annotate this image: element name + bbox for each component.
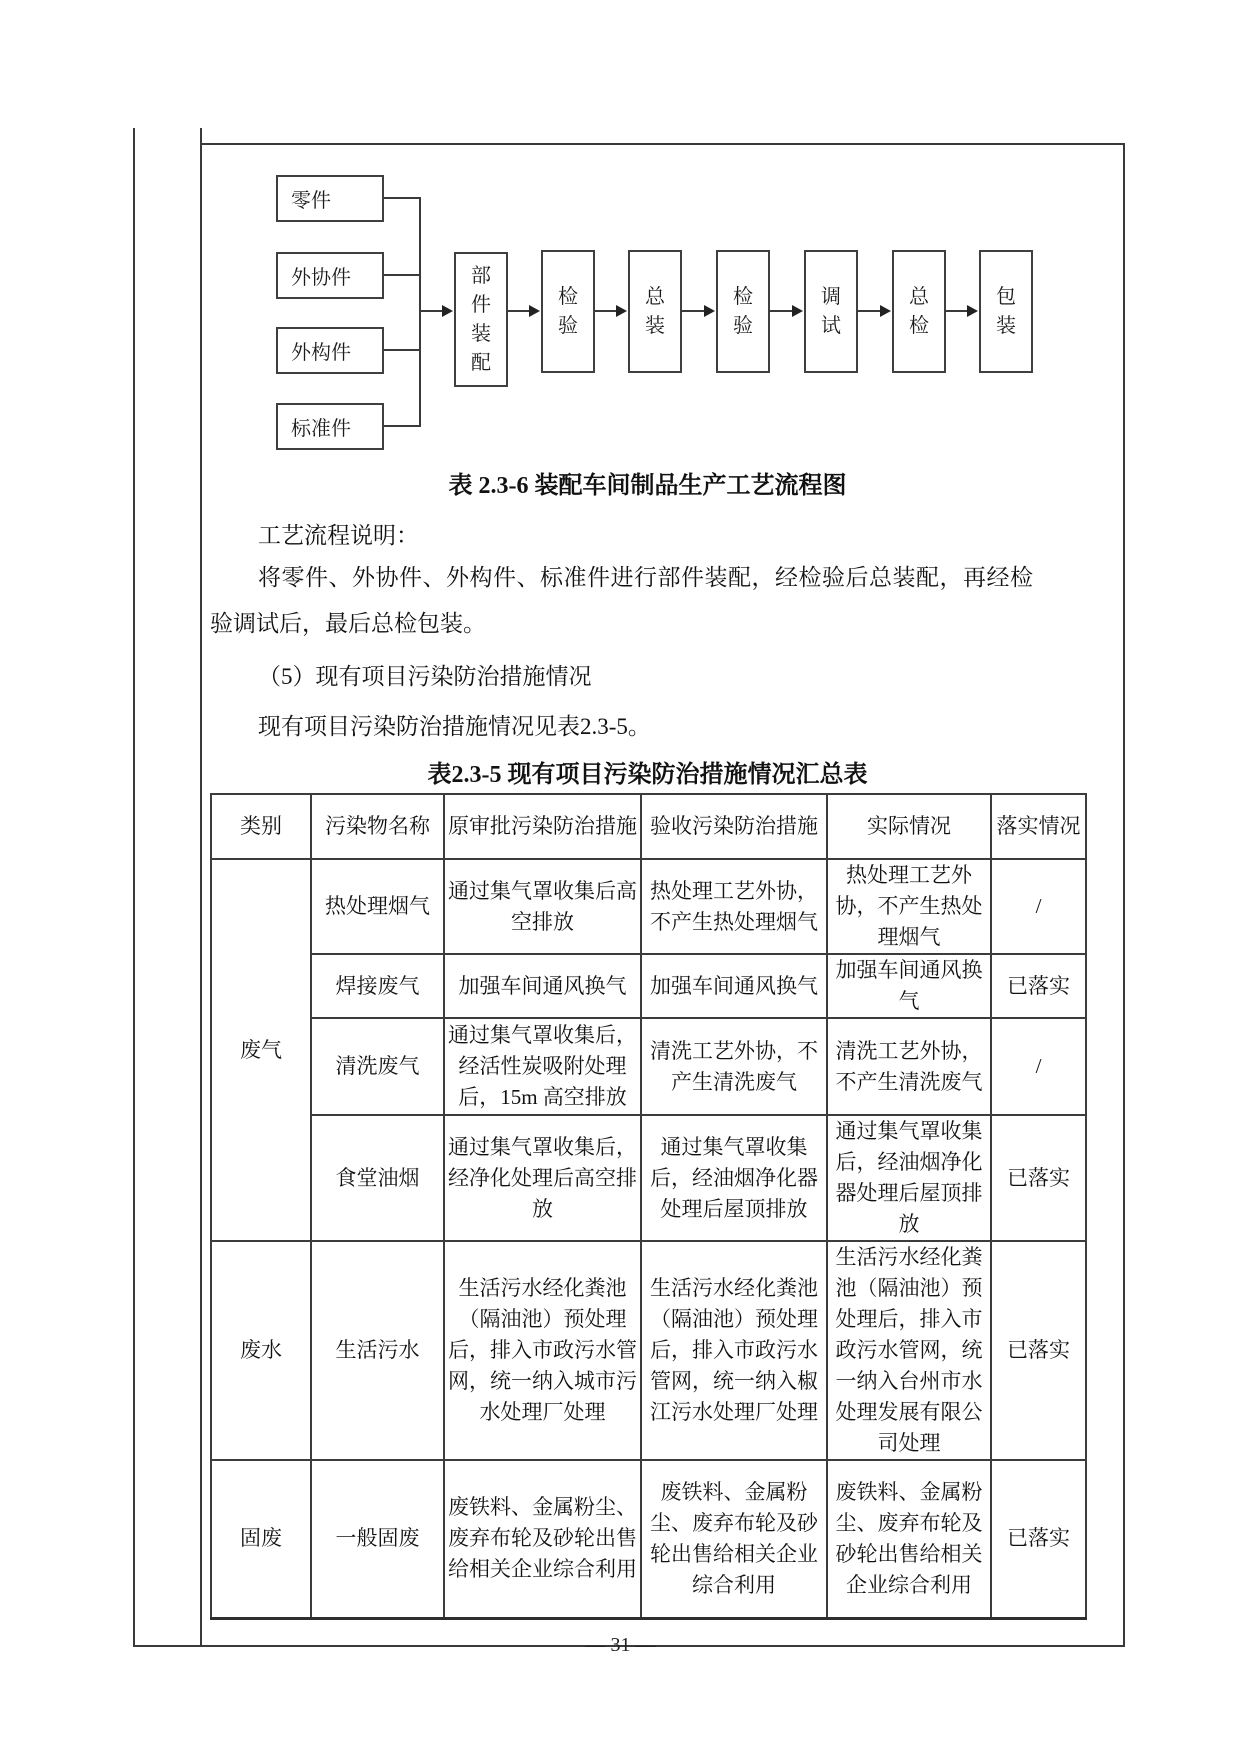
flow-connector xyxy=(384,197,419,199)
flow-arrow-line xyxy=(595,310,617,312)
flow-step-box-debug xyxy=(804,250,858,373)
cell-approved: 通过集气罩收集后高空排放 xyxy=(444,859,641,954)
cell-pollutant: 一般固废 xyxy=(311,1460,444,1618)
paragraph-process-note: 工艺流程说明： xyxy=(258,523,419,548)
frame-line-top xyxy=(200,143,1125,145)
cell-pollutant: 食堂油烟 xyxy=(311,1115,444,1241)
header-pollutant: 污染物名称 xyxy=(311,794,444,859)
flow-arrowhead xyxy=(442,305,453,317)
cell-status: 已落实 xyxy=(991,954,1086,1018)
flow-step-label: 检验 xyxy=(733,285,753,337)
flow-input-label: 标准件 xyxy=(291,418,351,440)
cell-category-waste-gas: 废气 xyxy=(211,859,311,1241)
flow-bus-line xyxy=(419,197,421,427)
flow-input-box-external xyxy=(276,327,384,374)
paragraph-process-line1: 将零件、外协件、外构件、标准件进行部件装配，经检验后总装配，再经检 xyxy=(258,565,1034,590)
table-row xyxy=(211,954,1086,1018)
pollution-table-caption: 表2.3-5 现有项目污染防治措施情况汇总表 xyxy=(427,762,868,788)
flow-input-label: 零件 xyxy=(291,190,331,212)
cell-accepted: 加强车间通风换气 xyxy=(641,954,827,1018)
flow-step-box-final-assembly xyxy=(628,250,682,373)
flow-step-label: 包装 xyxy=(996,285,1016,337)
flowchart-caption: 表 2.3-6 装配车间制品生产工艺流程图 xyxy=(448,473,847,499)
flow-arrow-line xyxy=(770,310,793,312)
table-row xyxy=(211,1115,1086,1241)
flow-arrowhead xyxy=(616,305,627,317)
header-approved-measures: 原审批污染防治措施 xyxy=(444,794,641,859)
header-accepted-measures: 验收污染防治措施 xyxy=(641,794,827,859)
cell-approved: 通过集气罩收集后，经活性炭吸附处理后，15m 高空排放 xyxy=(444,1018,641,1115)
cell-category-solid-waste: 固废 xyxy=(211,1460,311,1618)
paragraph-table-ref: 现有项目污染防治措施情况见表2.3-5。 xyxy=(258,714,651,739)
flow-input-box-parts xyxy=(276,175,384,222)
table-header-row xyxy=(211,794,1086,859)
flow-step-box-inspect2 xyxy=(716,250,770,373)
flow-arrowhead xyxy=(792,305,803,317)
flow-input-box-outsourced xyxy=(276,252,384,299)
table-row xyxy=(211,1460,1086,1618)
flow-arrow-line xyxy=(419,310,443,312)
flow-input-box-standard xyxy=(276,403,384,450)
flow-connector xyxy=(384,349,419,351)
cell-approved: 废铁料、金属粉尘、废弃布轮及砂轮出售给相关企业综合利用 xyxy=(444,1460,641,1618)
cell-pollutant: 热处理烟气 xyxy=(311,859,444,954)
cell-actual: 加强车间通风换气 xyxy=(827,954,991,1018)
frame-line-right xyxy=(1123,143,1125,1647)
flow-connector xyxy=(384,274,419,276)
flow-input-label: 外协件 xyxy=(291,267,351,289)
flow-step-label: 总装 xyxy=(645,285,665,337)
flow-arrow-line xyxy=(946,310,968,312)
flow-step-box-assembly xyxy=(454,252,508,387)
flow-step-label: 检验 xyxy=(558,285,578,337)
cell-approved: 通过集气罩收集后，经净化处理后高空排放 xyxy=(444,1115,641,1241)
table-row xyxy=(211,1241,1086,1460)
cell-actual: 生活污水经化粪池（隔油池）预处理后，排入市政污水管网，统一纳入台州市水处理发展有限公司处理 xyxy=(827,1241,991,1460)
cell-accepted: 废铁料、金属粉尘、废弃布轮及砂轮出售给相关企业综合利用 xyxy=(641,1460,827,1618)
cell-status: / xyxy=(991,859,1086,954)
cell-actual: 废铁料、金属粉尘、废弃布轮及砂轮出售给相关企业综合利用 xyxy=(827,1460,991,1618)
paragraph-section-5: （5）现有项目污染防治措施情况 xyxy=(258,664,592,689)
pollution-table xyxy=(210,793,1087,1620)
flow-step-box-final-check xyxy=(892,250,946,373)
header-actual-situation: 实际情况 xyxy=(827,794,991,859)
cell-status: / xyxy=(991,1018,1086,1115)
table-row xyxy=(211,859,1086,954)
cell-pollutant: 生活污水 xyxy=(311,1241,444,1460)
cell-accepted: 生活污水经化粪池（隔油池）预处理后，排入市政污水管网，统一纳入椒江污水处理厂处理 xyxy=(641,1241,827,1460)
flow-step-label: 调试 xyxy=(821,285,841,337)
flow-step-label: 总检 xyxy=(909,285,929,337)
cell-accepted: 热处理工艺外协，不产生热处理烟气 xyxy=(641,859,827,954)
flow-arrowhead xyxy=(967,305,978,317)
flow-input-label: 外构件 xyxy=(291,342,351,364)
frame-line-inner-left xyxy=(200,128,202,1647)
flow-step-box-packing xyxy=(979,250,1033,373)
cell-actual: 清洗工艺外协，不产生清洗废气 xyxy=(827,1018,991,1115)
flow-step-label: 部件装配 xyxy=(471,264,491,374)
flow-connector xyxy=(384,425,419,427)
header-implementation: 落实情况 xyxy=(991,794,1086,859)
cell-accepted: 清洗工艺外协，不产生清洗废气 xyxy=(641,1018,827,1115)
flow-arrow-line xyxy=(858,310,881,312)
cell-pollutant: 清洗废气 xyxy=(311,1018,444,1115)
flow-arrowhead xyxy=(704,305,715,317)
cell-category-waste-water: 废水 xyxy=(211,1241,311,1460)
table-row xyxy=(211,1018,1086,1115)
header-category: 类别 xyxy=(211,794,311,859)
cell-actual: 通过集气罩收集后，经油烟净化器处理后屋顶排放 xyxy=(827,1115,991,1241)
cell-approved: 生活污水经化粪池（隔油池）预处理后，排入市政污水管网，统一纳入城市污水处理厂处理 xyxy=(444,1241,641,1460)
flow-arrowhead xyxy=(880,305,891,317)
cell-approved: 加强车间通风换气 xyxy=(444,954,641,1018)
cell-status: 已落实 xyxy=(991,1115,1086,1241)
cell-accepted: 通过集气罩收集后，经油烟净化器处理后屋顶排放 xyxy=(641,1115,827,1241)
cell-status: 已落实 xyxy=(991,1460,1086,1618)
frame-line-outer-left xyxy=(133,128,135,1647)
page-number: — 31 — xyxy=(585,1634,656,1656)
flow-arrowhead xyxy=(529,305,540,317)
flow-step-box-inspect1 xyxy=(541,250,595,373)
paragraph-process-line2: 验调试后，最后总检包装。 xyxy=(210,611,486,636)
cell-pollutant: 焊接废气 xyxy=(311,954,444,1018)
cell-status: 已落实 xyxy=(991,1241,1086,1460)
flow-arrow-line xyxy=(508,310,530,312)
cell-actual: 热处理工艺外协，不产生热处理烟气 xyxy=(827,859,991,954)
flow-arrow-line xyxy=(682,310,705,312)
